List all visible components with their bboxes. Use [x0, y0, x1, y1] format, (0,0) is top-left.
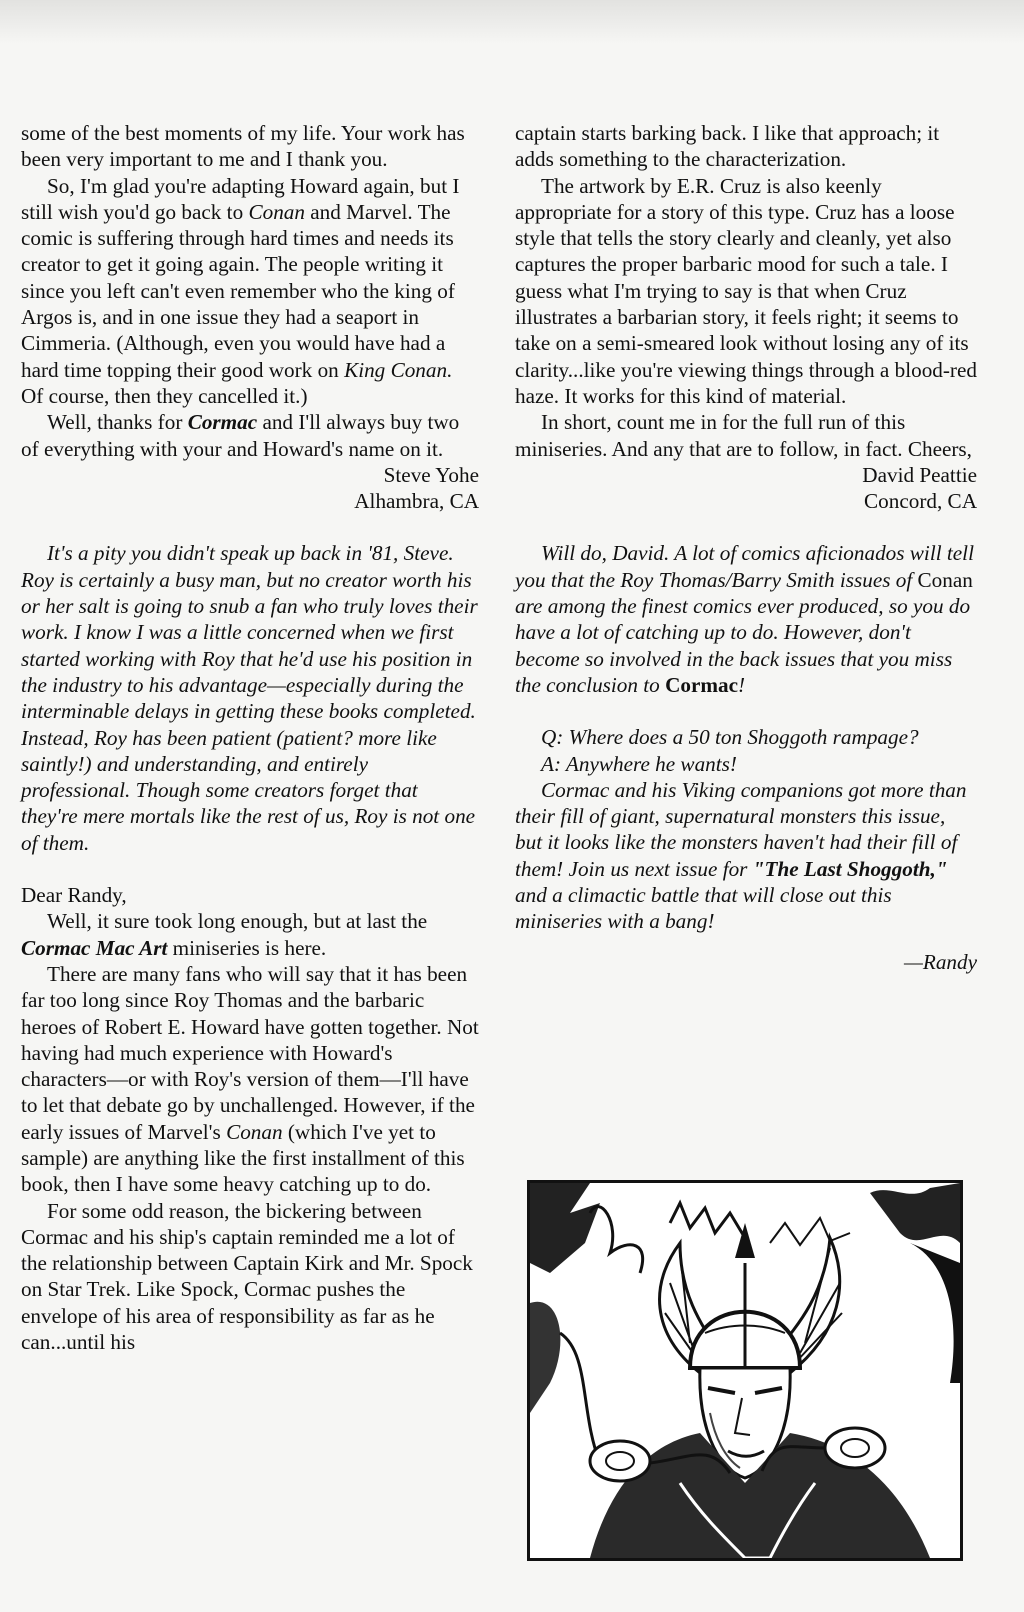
letter1-paragraph: some of the best moments of my life. Your work has been very important to me and I thank you. — [21, 121, 465, 172]
letter1-paragraph: So, I'm glad you're adapting Howard again, but I still wish you'd go back to Conan and Marvel. The comic is suffering through hard times and needs its creator to get it going again. The people writing it since you left can't even remember who the king of Argos is, and in one issue they had a seaport in Cimmeria. (Although, even you would have had a hard time topping their good work on King Conan. Of course, then they cancelled it.) — [21, 173, 460, 408]
winged-helmet-warrior-drawing — [530, 1183, 960, 1558]
editor-reply: It's a pity you didn't speak up back in '81, Steve. Roy is certainly a busy man, but no creator worth his or her salt is going to snub a fan who truly loves their work. I know I was a little concerned when we first started working with Roy that he'd use his position in the industry to his advantage—especially during the interminable delays in getting these books completed. Instead, Roy has been patient (patient? more like saintly!) and understanding, and entirely professional. Though some creators forget that they're mere mortals like the rest of us, Roy is not one of them. — [21, 541, 478, 855]
letter1-paragraph: Well, thanks for Cormac and I'll always buy two of everything with your and Howard's name on it. — [21, 410, 460, 461]
closing-blurb: Cormac and his Viking companions got more than their fill of giant, supernatural monsters this issue, but it looks like the monsters haven't had their fill of them! Join us next issue for "The Last Shoggoth," and a climactic battle that will close out this miniseries with a bang! — [515, 777, 967, 934]
question: Q: Where does a 50 ton Shoggoth rampage? — [541, 725, 919, 750]
left-column — [21, 120, 479, 1355]
letter2-paragraph: There are many fans who will say that it has been far too long since Roy Thomas and the barbaric heroes of Robert E. Howard have gotten together. Not having had much experience with Howard's characters—or with Roy's version of them—I'll have to let that debate go by unchallenged. However, if the early issues of Marvel's Conan (which I've yet to sample) are anything like the first installment of this book, then I have some heavy catching up to do. — [21, 961, 479, 1197]
editor-reply: Will do, David. A lot of comics aficionados will tell you that the Roy Thomas/Barry Smith issues of Conan are among the finest comics ever produced, so you do have a lot of catching up to do. However, don't become so involved in the back issues that you miss the conclusion to Cormac! — [515, 541, 974, 697]
signature-name: David Peattie — [862, 462, 977, 487]
answer: A: Anywhere he wants! — [541, 751, 737, 776]
letter2-paragraph: The artwork by E.R. Cruz is also keenly appropriate for a story of this type. Cruz has a loose style that tells the story clearly and cleanly, yet also captures the proper barbaric mood for such a tale. I guess what I'm trying to say is that when Cruz illustrates a barbarian story, it feels right; it seems to take on a semi-smeared look without losing any of its clarity...like you're viewing things through a blood-red haze. It works for this kind of material. — [515, 173, 977, 408]
letter2-paragraph: In short, count me in for the full run of this miniseries. And any that are to follow, in fact. Cheers, — [515, 410, 972, 461]
cormac-illustration — [527, 1180, 963, 1561]
editor-signoff: —Randy — [904, 949, 977, 974]
signature-location: Alhambra, CA — [354, 489, 479, 514]
right-column — [515, 120, 977, 975]
signature-name: Steve Yohe — [383, 462, 479, 487]
letter-salutation: Dear Randy, — [21, 883, 127, 908]
letter2-paragraph: captain starts barking back. I like that approach; it adds something to the characterization. — [515, 121, 940, 172]
signature-location: Concord, CA — [864, 489, 977, 514]
letter2-paragraph: For some odd reason, the bickering between Cormac and his ship's captain reminded me a lot of the relationship between Captain Kirk and Mr. Spock on Star Trek. Like Spock, Cormac pushes the envelope of his area of responsibility as far as he can...until his — [21, 1198, 473, 1355]
page-top-edge — [0, 0, 1024, 44]
letter2-paragraph: Well, it sure took long enough, but at last the Cormac Mac Art miniseries is here. — [21, 909, 428, 960]
